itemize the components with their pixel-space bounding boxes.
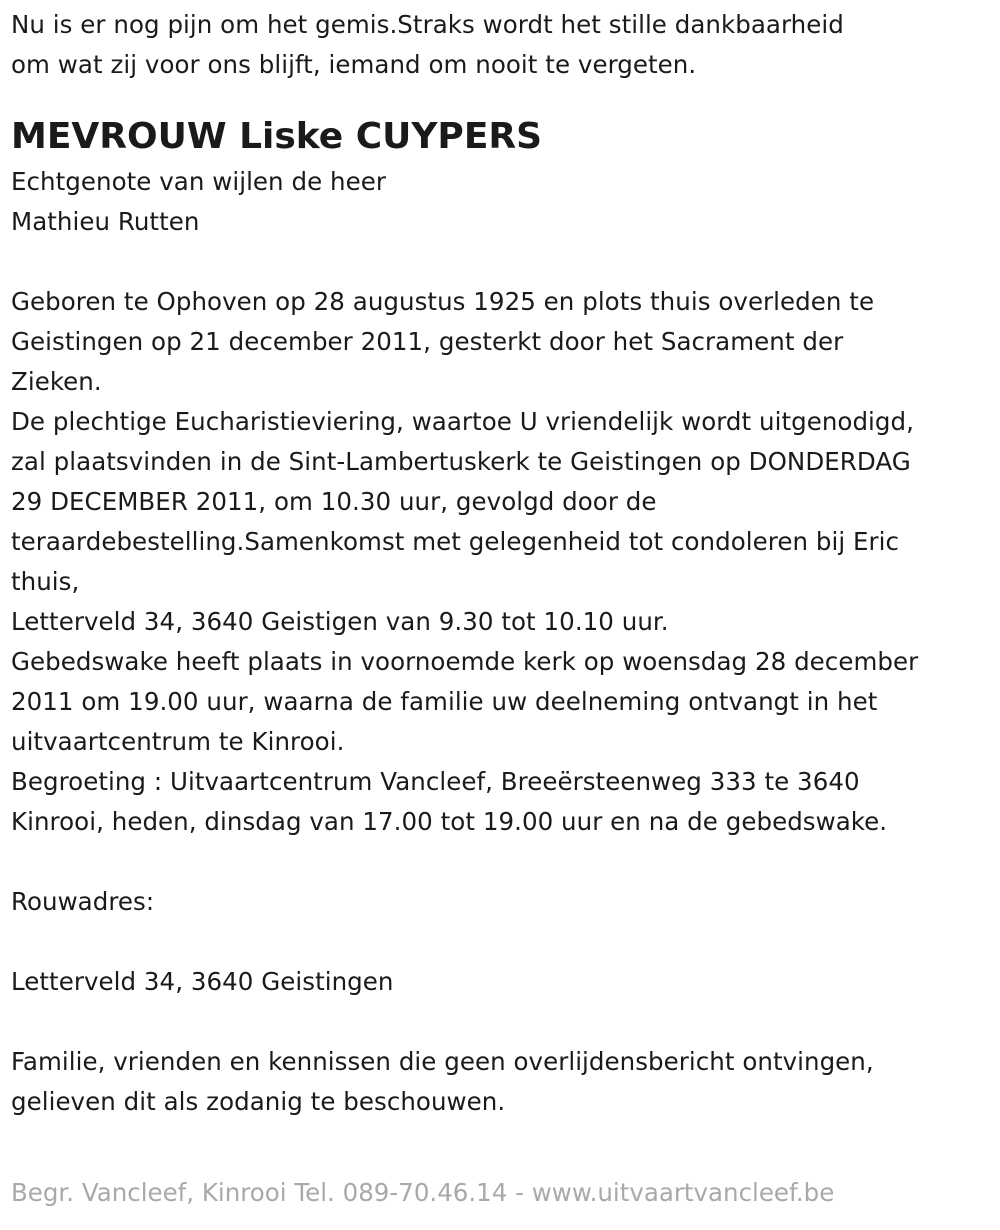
intro-line: om wat zij voor ons blijft, iemand om nooit te vergeten. bbox=[11, 50, 697, 79]
body-line: thuis, bbox=[11, 567, 80, 596]
body-line: Geboren te Ophoven op 28 augustus 1925 en plots thuis overleden te bbox=[11, 287, 875, 316]
intro-line: Nu is er nog pijn om het gemis.Straks wordt het stille dankbaarheid bbox=[11, 10, 844, 39]
spacer bbox=[11, 1002, 996, 1042]
body-line: Letterveld 34, 3640 Geistigen van 9.30 tot 10.10 uur. bbox=[11, 607, 669, 636]
intro-verse bbox=[11, 5, 996, 85]
spacer bbox=[11, 242, 996, 282]
body-line: teraardebestelling.Samenkomst met gelegenheid tot condoleren bij Eric bbox=[11, 527, 900, 556]
body-line: Begroeting : Uitvaartcentrum Vancleef, Breeërsteenweg 333 te 3640 bbox=[11, 767, 860, 796]
address-label: Rouwadres: bbox=[11, 887, 155, 916]
closing-text bbox=[11, 1042, 996, 1122]
body-line: 2011 om 19.00 uur, waarna de familie uw deelneming ontvangt in het bbox=[11, 687, 878, 716]
spacer bbox=[11, 922, 996, 962]
spouse-info bbox=[11, 162, 996, 242]
body-line: Zieken. bbox=[11, 367, 102, 396]
funeral-home-footer: Begr. Vancleef, Kinrooi Tel. 089-70.46.14 - www.uitvaartvancleef.be bbox=[11, 1178, 835, 1207]
body-line: 29 DECEMBER 2011, om 10.30 uur, gevolgd door de bbox=[11, 487, 657, 516]
spacer bbox=[11, 842, 996, 882]
spouse-line: Echtgenote van wijlen de heer bbox=[11, 167, 386, 196]
closing-line: gelieven dit als zodanig te beschouwen. bbox=[11, 1087, 506, 1116]
closing-line: Familie, vrienden en kennissen die geen overlijdensbericht ontvingen, bbox=[11, 1047, 874, 1076]
deceased-name: MEVROUW Liske CUYPERS bbox=[11, 116, 543, 157]
body-text bbox=[11, 282, 996, 842]
body-line: uitvaartcentrum te Kinrooi. bbox=[11, 727, 345, 756]
obituary-notice bbox=[11, 0, 996, 1122]
body-line: Gebedswake heeft plaats in voornoemde kerk op woensdag 28 december bbox=[11, 647, 919, 676]
spouse-line: Mathieu Rutten bbox=[11, 207, 200, 236]
body-line: zal plaatsvinden in de Sint-Lambertuskerk te Geistingen op DONDERDAG bbox=[11, 447, 911, 476]
body-line: Kinrooi, heden, dinsdag van 17.00 tot 19.00 uur en na de gebedswake. bbox=[11, 807, 888, 836]
body-line: De plechtige Eucharistieviering, waartoe U vriendelijk wordt uitgenodigd, bbox=[11, 407, 914, 436]
body-line: Geistingen op 21 december 2011, gesterkt door het Sacrament der bbox=[11, 327, 844, 356]
mourning-address: Letterveld 34, 3640 Geistingen bbox=[11, 967, 394, 996]
